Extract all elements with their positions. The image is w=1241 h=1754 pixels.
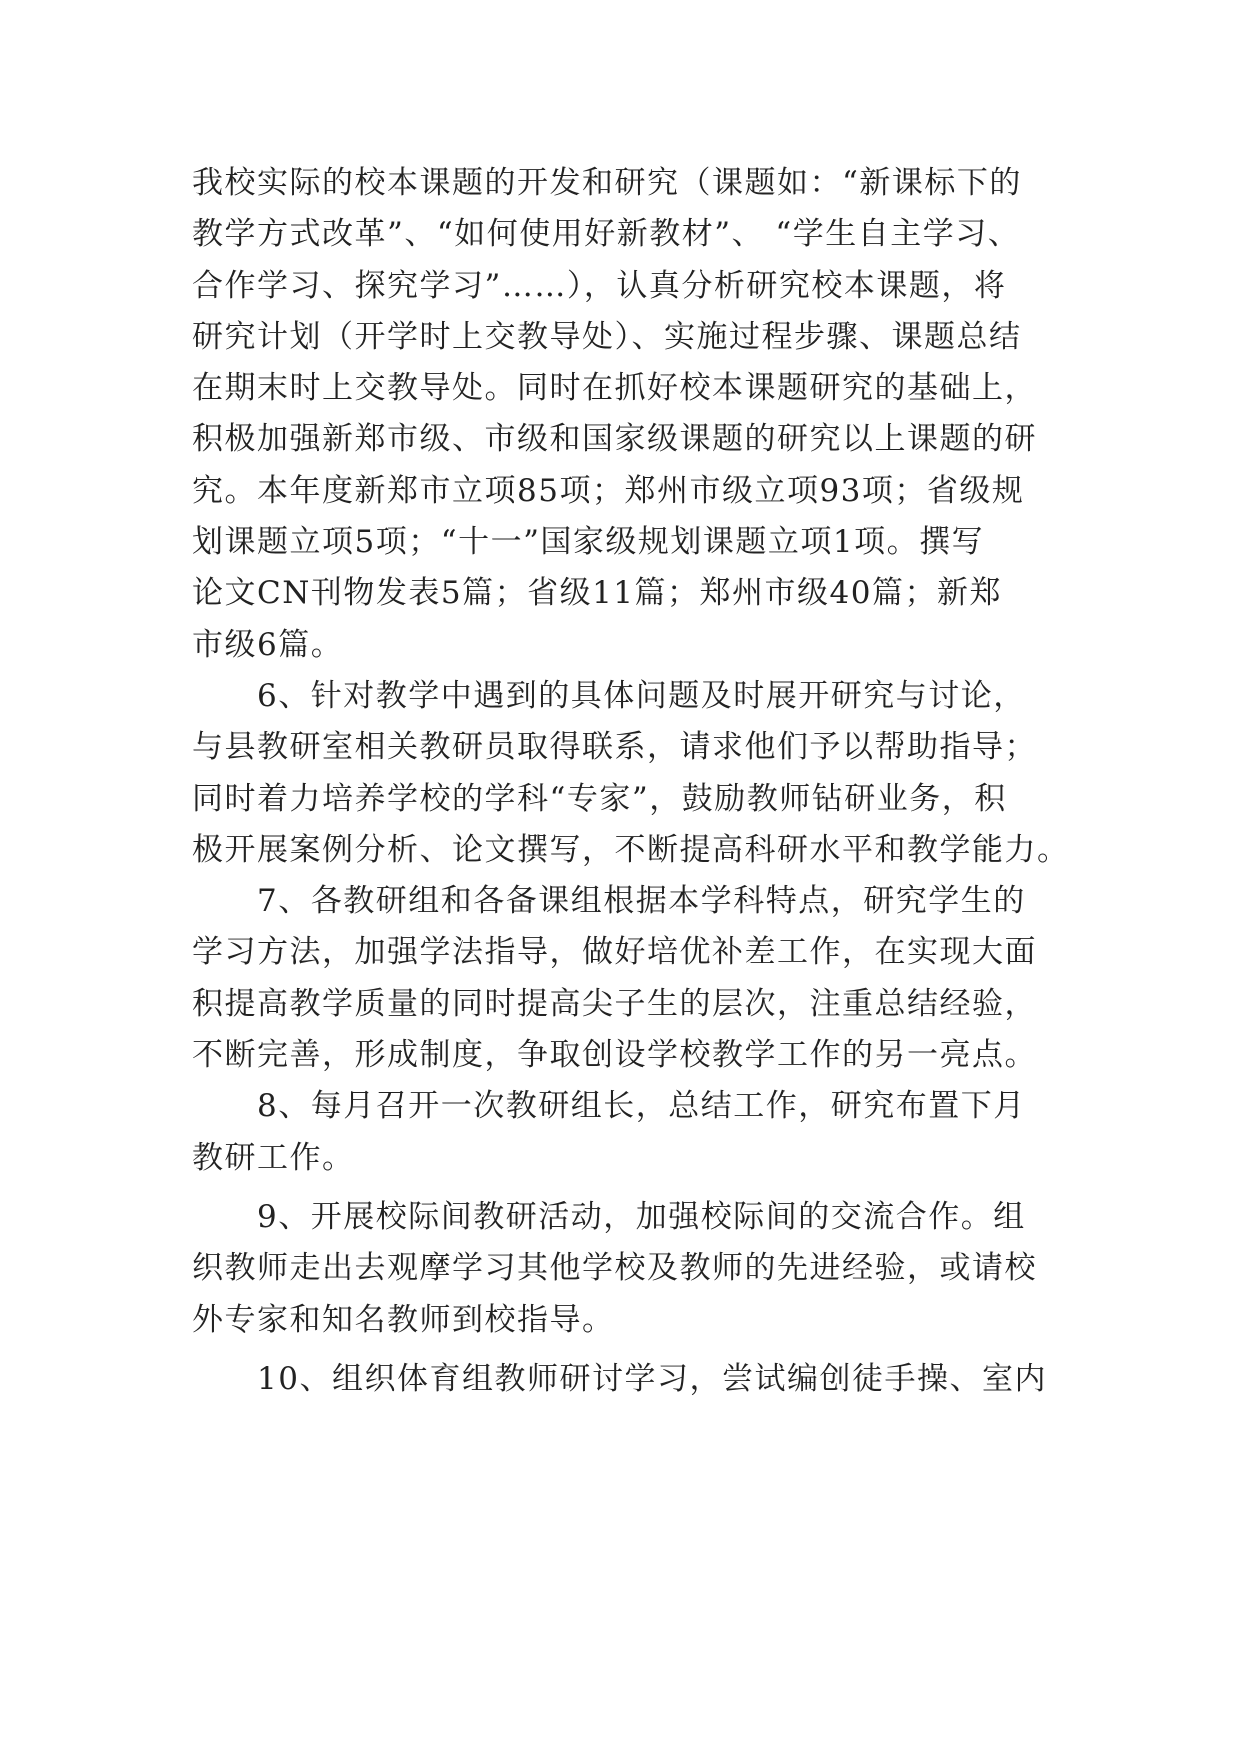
text-line: 研究计划（开学时上交教导处）、实施过程步骤、课题总结 [192,318,1022,355]
text-line: 10、组织体育组教师研讨学习，尝试编创徒手操、室内 [192,1360,1047,1397]
text-line: 我校实际的校本课题的开发和研究（课题如：“新课标下的 [192,165,1022,201]
paragraph-spacer [192,1184,1072,1192]
text-line: 教学方式改革”、“如何使用好新教材”、 “学生自主学习、 [192,216,1021,253]
text-line: 6、针对教学中遇到的具体问题及时展开研究与讨论， [192,677,1026,714]
body-text [192,158,1072,1405]
text-line: 9、开展校际间教研活动，加强校际间的交流合作。组 [192,1198,1026,1235]
text-line: 极开展案例分析、论文撰写，不断提高科研水平和教学能力。 [192,831,1070,868]
text-line: 7、各教研组和各备课组根据本学科特点，研究学生的 [192,883,1026,920]
text-line: 8、每月召开一次教研组长，总结工作，研究布置下月 [192,1088,1026,1125]
text-line: 同时着力培养学校的学科“专家”，鼓励教师钻研业务，积 [192,780,1007,817]
text-line: 织教师走出去观摩学习其他学校及教师的先进经验，或请校 [192,1250,1037,1287]
paragraph-9 [192,1192,1072,1346]
text-line: 划课题立项5项；“十一”国家级规划课题立项1项。撰写 [192,524,985,561]
text-line: 外专家和知名教师到校指导。 [192,1301,615,1338]
paragraph-8 [192,1081,1072,1184]
paragraph-1 [192,158,1072,671]
paragraph-6 [192,671,1072,876]
paragraph-spacer [192,1346,1072,1354]
text-line: 论文CN刊物发表5篇；省级11篇；郑州市级40篇；新郑 [192,575,1002,612]
text-line: 教研工作。 [192,1139,355,1176]
text-line: 究。本年度新郑市立项85项；郑州市级立项93项；省级规 [192,472,1025,509]
text-line: 积提高教学质量的同时提高尖子生的层次，注重总结经验， [192,985,1037,1022]
text-line: 学习方法，加强学法指导，做好培优补差工作，在实现大面 [192,934,1037,971]
paragraph-7 [192,876,1072,1081]
paragraph-10 [192,1354,1072,1405]
text-line: 合作学习、探究学习”……），认真分析研究校本课题，将 [192,267,1007,304]
text-line: 与县教研室相关教研员取得联系，请求他们予以帮助指导； [192,729,1037,766]
text-line: 在期末时上交教导处。同时在抓好校本课题研究的基础上， [192,370,1037,407]
text-line: 市级6篇。 [192,626,344,663]
text-line: 积极加强新郑市级、市级和国家级课题的研究以上课题的研 [192,421,1037,458]
text-line: 不断完善，形成制度，争取创设学校教学工作的另一亮点。 [192,1037,1037,1074]
